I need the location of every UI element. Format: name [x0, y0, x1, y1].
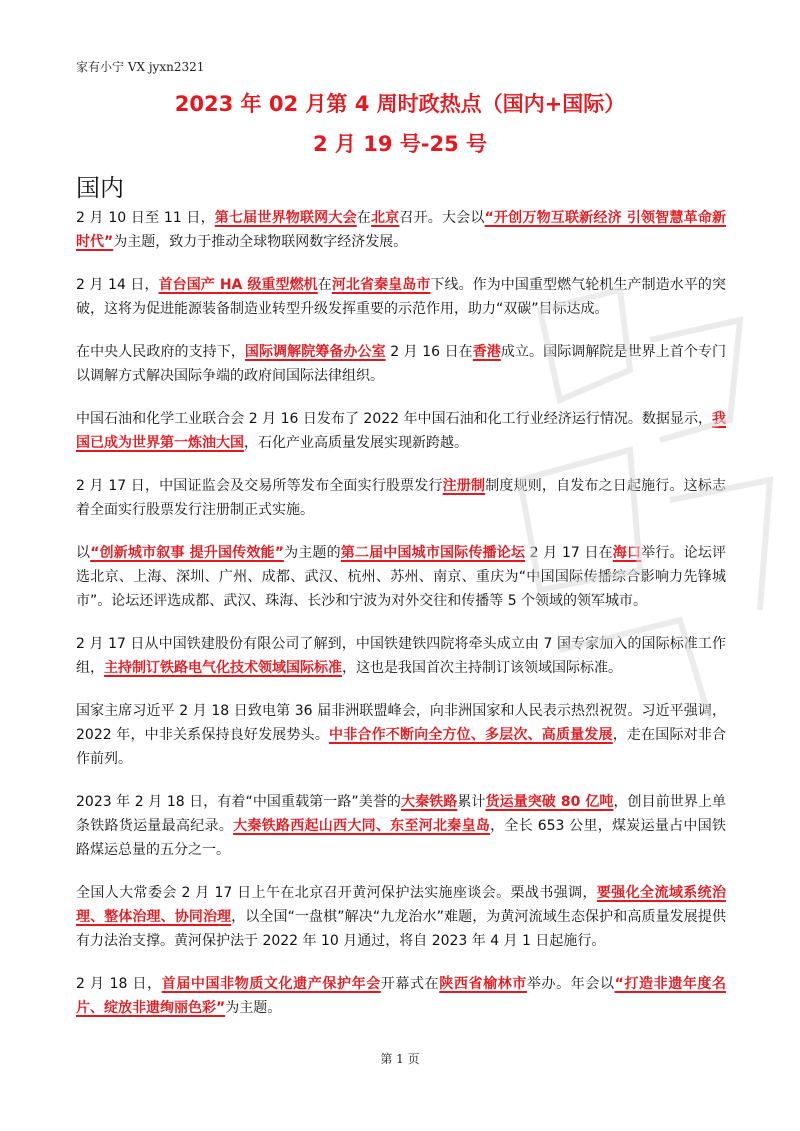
paragraph-text: 开幕式在: [380, 976, 440, 992]
page-number: 第 1 页: [380, 1052, 420, 1066]
highlighted-keyword: 大秦铁路西起山西大同、东至河北秦皇岛: [233, 818, 491, 834]
section-heading: 国内: [76, 174, 124, 202]
paragraph-text: 在: [317, 277, 332, 293]
paragraph-text: 2 月 16 日在: [385, 344, 473, 360]
paragraph-text: ，创目前世界上单条铁路货运量最高纪录。: [76, 794, 727, 834]
highlighted-keyword: 国际调解院筹备办公室: [244, 344, 386, 360]
highlighted-keyword: “开创万物互联新经济 引领智慧革命新时代”: [76, 210, 727, 250]
highlighted-keyword: 第二届中国城市国际传播论坛: [340, 545, 526, 561]
paragraph-text: 举行。论坛评选北京、上海、深圳、广州、成都、武汉、杭州、苏州、南京、重庆为“中国国际传播综合影响力先锋城市”。论坛还评选成都、武汉、珠海、长沙和宁波为对外交往和传播等 5 个领域的领军城市。: [76, 545, 727, 609]
paragraph-text: 举办。年会以: [526, 976, 615, 992]
paragraph-text: ，以全国“一盘棋”解决“九龙治水”难题，为黄河流域生态保护和高质量发展提供有力法治支撑。黄河保护法于 2022 年 10 月通过，将自 2023 年 4 月 1 日起施行。: [76, 909, 726, 949]
paragraph-text: ，全长 653 公里，煤炭运量占中国铁路煤运总量的五分之一。: [76, 818, 726, 858]
news-paragraph: [76, 790, 726, 862]
highlighted-keyword: 陕西省榆林市: [439, 976, 527, 992]
paragraph-text: 中国石油和化学工业联合会 2 月 16 日发布了 2022 年中国石油和化工行业经济运行情况。数据显示，: [76, 411, 712, 427]
header-note: 家有小宁 VX jyxn2321: [76, 60, 205, 74]
highlighted-keyword: 主持制订铁路电气化技术领域国际标准: [104, 660, 342, 676]
document-title: 2023 年 02 月第 4 周时政热点（国内+国际）: [174, 92, 626, 116]
highlighted-keyword: 北京: [370, 210, 400, 226]
highlighted-keyword: 注册制: [442, 478, 486, 494]
highlighted-keyword: 香港: [472, 344, 501, 360]
highlighted-keyword: 河北省秦皇岛市: [331, 277, 431, 293]
highlighted-keyword: 我国已成为世界第一炼油大国: [76, 411, 726, 451]
paragraph-text: 下线。作为中国重型燃气轮机生产制造水平的突破，这将为促进能源装备制造业转型升级发挥重要的示范作用，助力“双碳”目标达成。: [76, 277, 727, 317]
paragraph-text: ，走在国际对非合作前列。: [76, 727, 727, 767]
paragraph-text: 召开。大会以: [399, 210, 485, 226]
paragraph-text: ，这也是我国首次主持制订该领域国际标准。: [342, 660, 622, 676]
highlighted-keyword: 要强化全流域系统治理、整体治理、协同治理: [76, 885, 726, 925]
news-paragraph: [76, 972, 726, 1020]
paragraph-text: 2 月 18 日，: [76, 976, 162, 992]
paragraph-text: 在中央人民政府的支持下，: [76, 344, 245, 360]
highlighted-keyword: “创新城市叙事 提升国传效能”: [90, 545, 284, 561]
news-paragraph: [76, 632, 726, 680]
paragraph-text: 2 月 17 日在: [525, 545, 613, 561]
highlighted-keyword: 第七届世界物联网大会: [214, 210, 357, 226]
news-list: [76, 206, 726, 1039]
paragraph-text: 2023 年 2 月 18 日，有着“中国重载第一路”美誉的: [76, 794, 401, 810]
news-paragraph: [76, 474, 726, 522]
highlighted-keyword: 首届中国非物质文化遗产保护年会: [161, 976, 381, 992]
paragraph-text: ，石化产业高质量发展实现新跨越。: [244, 435, 468, 451]
paragraph-text: 为主题的: [283, 545, 341, 561]
news-paragraph: [76, 407, 726, 455]
paragraph-text: 2 月 17 日从中国铁建股份有限公司了解到，中国铁建铁四院将牵头成立由 7 国专家加入的国际标准工作组，: [76, 636, 726, 676]
paragraph-text: 以: [76, 545, 91, 561]
paragraph-text: 2 月 10 日至 11 日，: [76, 210, 215, 226]
news-paragraph: [76, 273, 726, 321]
highlighted-keyword: 中非合作不断向全方位、多层次、高质量发展: [329, 727, 613, 743]
paragraph-text: 为主题，致力于推动全球物联网数字经济发展。: [113, 234, 408, 250]
paragraph-text: 累计: [457, 794, 486, 810]
highlighted-keyword: 海口: [612, 545, 642, 561]
paragraph-text: 为主题。: [225, 1000, 282, 1016]
news-paragraph: [76, 206, 726, 254]
news-paragraph: [76, 699, 726, 771]
highlighted-keyword: “打造非遗年度名片、绽放非遗绚丽色彩”: [76, 976, 727, 1016]
paragraph-text: 制度规则，自发布之日起施行。这标志着全面实行股票发行注册制正式实施。: [76, 478, 727, 518]
paragraph-text: 成立。国际调解院是世界上首个专门以调解方式解决国际争端的政府间国际法律组织。: [76, 344, 727, 384]
paragraph-text: 2 月 14 日，: [76, 277, 159, 293]
highlighted-keyword: 货运量突破 80 亿吨: [485, 794, 614, 810]
paragraph-text: 全国人大常委会 2 月 17 日上午在北京召开黄河保护法实施座谈会。栗战书强调，: [76, 885, 597, 901]
paragraph-text: 在: [356, 210, 371, 226]
document-date-range: 2 月 19 号-25 号: [312, 132, 488, 156]
paragraph-text: 国家主席习近平 2 月 18 日致电第 36 届非洲联盟峰会，向非洲国家和人民表示热烈祝贺。习近平强调，2022 年，中非关系保持良好发展势头。: [76, 703, 726, 743]
news-paragraph: [76, 541, 726, 613]
news-paragraph: [76, 881, 726, 953]
highlighted-keyword: 大秦铁路: [400, 794, 458, 810]
news-paragraph: [76, 340, 726, 388]
paragraph-text: 2 月 17 日，中国证监会及交易所等发布全面实行股票发行: [76, 478, 443, 494]
highlighted-keyword: 首台国产 HA 级重型燃机: [158, 277, 318, 293]
